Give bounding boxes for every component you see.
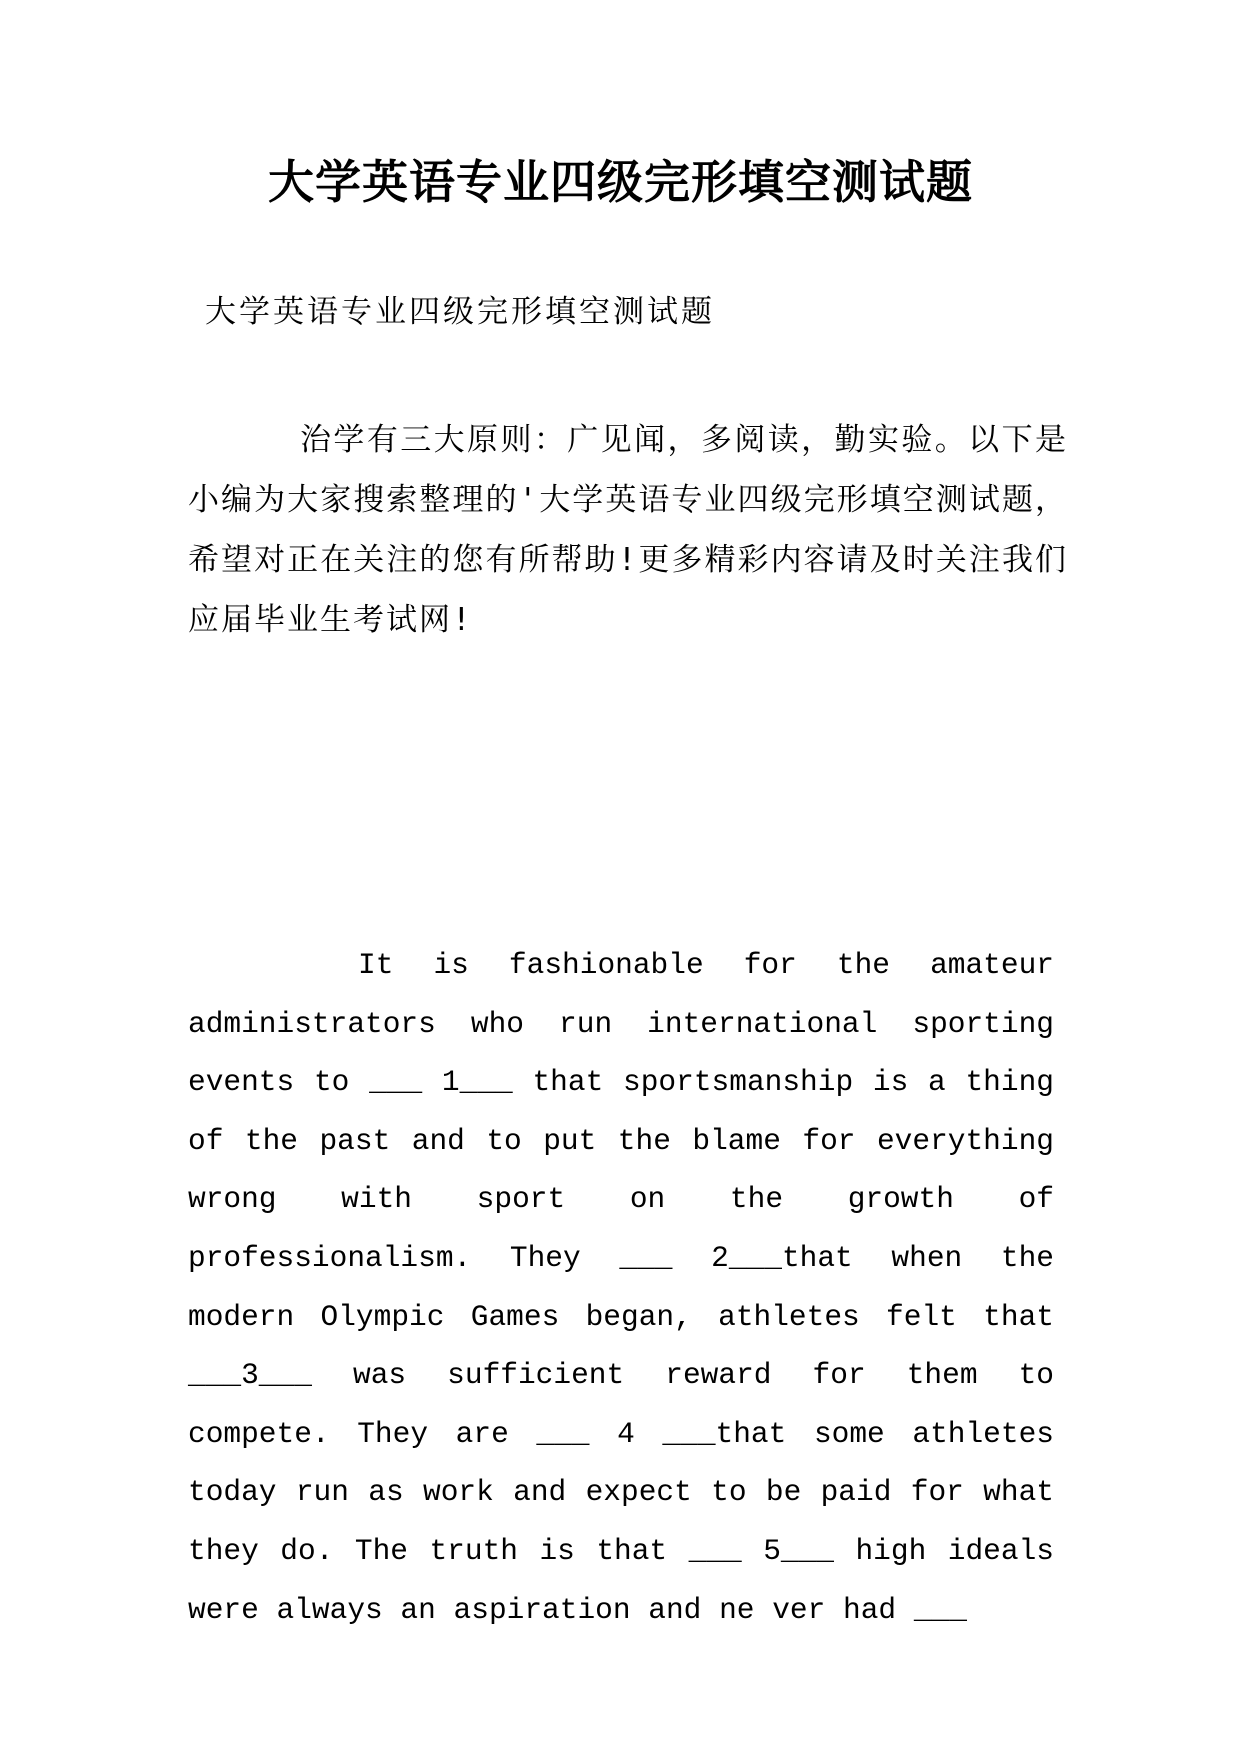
document-title: 大学英语专业四级完形填空测试题	[268, 155, 973, 209]
cloze-passage: It is fashionable for the amateur administrators who run international sporting events to ___ 1___ that sportsmanship is a thing of the past and to put the blame for everything wrong with sport on the growth of professionalism. They ___ 2___that when the modern Olympic Games began, athletes felt that ___3___ was sufficient reward for them to compete. They are ___ 4 ___that some athletes today run as work and expect to be paid for what they do. The truth is that ___ 5___ high ideals were always an aspiration and ne ver had ___	[188, 948, 1054, 1627]
document-subtitle: 大学英语专业四级完形填空测试题	[205, 294, 715, 330]
intro-paragraph: 治学有三大原则：广见闻，多阅读，勤实验。以下是小编为大家搜索整理的'大学英语专业四级完形填空测试题，希望对正在关注的您有所帮助!更多精彩内容请及时关注我们应届毕业生考试网!	[188, 422, 1068, 638]
